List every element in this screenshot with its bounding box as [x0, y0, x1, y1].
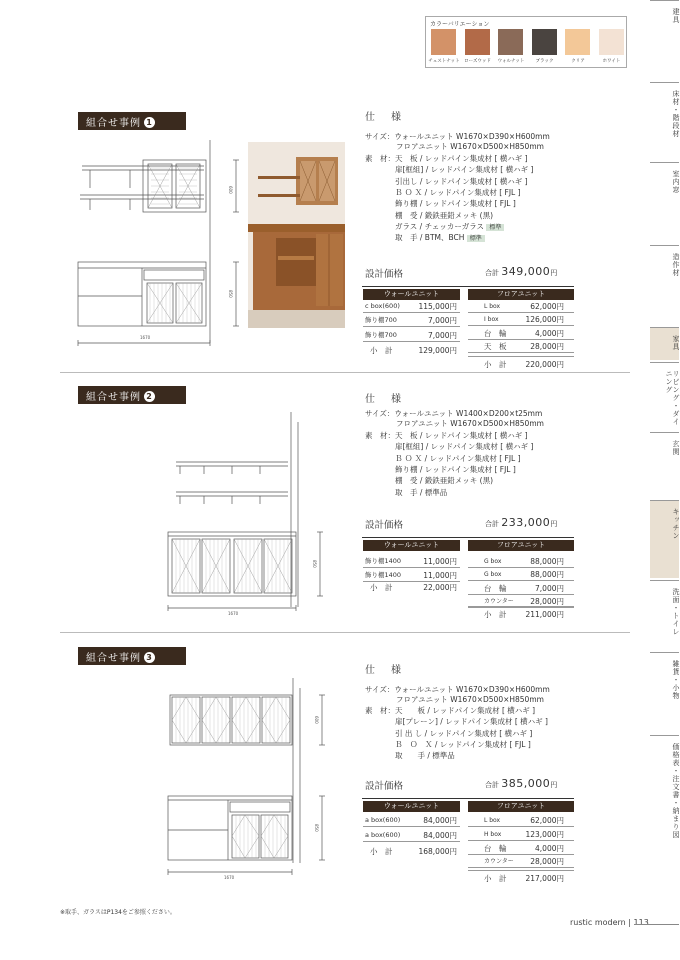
wall-subtotal-value: 168,000円	[418, 847, 457, 856]
row-rule	[468, 594, 574, 595]
floor-item-row	[484, 301, 564, 310]
side-tab[interactable]: 床材・階段材	[672, 90, 680, 138]
price-label: 設計価格	[365, 269, 404, 280]
section-heading-text: 組合せ事例	[86, 392, 141, 403]
section-heading-text: 組合せ事例	[86, 653, 141, 664]
dim-height-floor-3: 850	[314, 824, 319, 832]
wall-item-row	[365, 570, 457, 579]
floor-unit-header: フロアユニット	[468, 540, 574, 551]
wall-item-row	[365, 830, 457, 839]
floor-item-name: H box	[484, 830, 502, 838]
color-swatch-label: ウォルナット	[497, 59, 525, 64]
floor-item-row	[484, 583, 564, 594]
spec-material-text: 棚 受 / 鍛鉄亜鉛メッキ (黒)	[395, 210, 494, 220]
spec-material-line	[395, 739, 531, 750]
row-rule	[468, 607, 574, 608]
wall-item-row	[365, 315, 457, 324]
price-underline	[362, 537, 574, 538]
section-heading	[78, 386, 186, 404]
spec-material-line	[395, 210, 493, 221]
footnote: ※取手、ガラスはP134をご参照ください。	[60, 909, 176, 916]
spec-material-text: 取 手 / BTM、BCH	[395, 233, 465, 243]
wall-subtotal-label: 小 計	[370, 346, 393, 355]
side-tab-rule	[650, 327, 679, 328]
color-swatch-label: ローズウッド	[464, 59, 491, 64]
floor-item-name: 台 輪	[484, 583, 507, 593]
floor-item-name: カウンター	[484, 858, 514, 866]
wall-item-price: 11,000円	[423, 571, 457, 581]
wall-item-row	[365, 301, 457, 310]
wall-subtotal-label: 小 計	[370, 583, 393, 592]
spec-material-line	[395, 728, 532, 739]
spec-material-text: 飾り棚 / レッドパイン集成材 [ FJL ]	[395, 199, 516, 209]
row-rule	[468, 854, 574, 855]
floor-item-row	[484, 815, 564, 824]
standard-badge: 標準	[467, 235, 485, 242]
spec-size-line: フロアユニット W1670×D500×H850mm	[396, 142, 544, 151]
floor-item-name: G box	[484, 571, 502, 579]
side-tab-rule	[650, 0, 679, 1]
side-tab-rule	[650, 432, 679, 433]
color-swatch	[465, 29, 490, 55]
spec-material-text: 扉[框組] / レッドパイン集成材 [ 横ハギ ]	[395, 442, 534, 452]
folio-rule	[634, 924, 679, 925]
dim-width-2: 1670	[228, 611, 239, 616]
section-number: 3	[144, 652, 155, 663]
spec-material-line	[395, 475, 493, 486]
spec-material-line	[395, 187, 521, 198]
color-swatch	[532, 29, 557, 55]
floor-subtotal-row	[484, 873, 564, 884]
spec-material-text: 棚 受 / 鍛鉄亜鉛メッキ (黒)	[395, 476, 494, 486]
row-rule	[468, 840, 574, 841]
section-divider	[60, 632, 630, 633]
floor-item-name: 台 輪	[484, 843, 507, 853]
color-swatch-label: チェストナット	[428, 59, 460, 64]
wall-item-price: 7,000円	[428, 330, 457, 340]
color-swatch	[498, 29, 523, 55]
floor-subtotal-value: 217,000円	[525, 874, 564, 883]
side-tab[interactable]: 造作材	[672, 253, 680, 277]
total-amount: 385,000	[501, 777, 551, 790]
spec-title: 仕 様	[365, 112, 404, 123]
wall-subtotal-value: 129,000円	[418, 346, 457, 355]
floor-subtotal-row	[484, 609, 564, 620]
total-prefix: 合計	[485, 269, 499, 277]
floor-item-row	[484, 328, 564, 339]
spec-size-line: フロアユニット W1670×D500×H850mm	[396, 695, 544, 704]
row-rule	[363, 567, 460, 568]
side-tab[interactable]: 建具	[672, 8, 680, 24]
elevation-drawing-1	[70, 138, 250, 348]
side-tab-rule	[650, 245, 679, 246]
row-rule	[468, 356, 574, 357]
section-heading	[78, 647, 186, 665]
wall-item-row	[365, 815, 457, 824]
dim-width-3: 1670	[224, 875, 235, 880]
spec-material-line	[395, 198, 516, 209]
spec-material-text: 扉[框組] / レッドパイン集成材 [ 横ハギ ]	[395, 165, 534, 175]
total-price	[485, 777, 557, 790]
side-tab[interactable]: 洗面・トイレ	[672, 588, 680, 636]
side-tab-rule	[650, 735, 679, 736]
side-tab[interactable]: 雑貨・小物	[672, 660, 680, 700]
wall-item-name: c box(600)	[365, 302, 400, 310]
price-label: 設計価格	[365, 781, 404, 792]
color-variation-label: カラーバリエーション	[430, 21, 490, 28]
dim-width-1: 1670	[140, 335, 151, 340]
side-tab-rule	[650, 162, 679, 163]
wall-subtotal-row	[370, 846, 457, 857]
row-rule	[468, 352, 574, 353]
floor-item-price: 62,000円	[530, 816, 564, 825]
color-swatch-label: ホワイト	[602, 59, 621, 64]
floor-subtotal-row	[484, 359, 564, 370]
spec-material-line	[395, 441, 533, 452]
side-tab-rule	[650, 500, 679, 501]
spec-material-line	[395, 232, 485, 244]
side-tab-rule	[650, 82, 679, 83]
spec-material-text: Ｂ Ｏ Ｘ / レッドパイン集成材 [ FJL ]	[395, 739, 531, 749]
floor-item-price: 126,000円	[525, 315, 564, 325]
row-rule	[468, 580, 574, 581]
row-rule	[363, 326, 460, 327]
spec-material-text: Ｂ Ｏ Ｘ / レッドパイン集成材 [ FJL ]	[395, 187, 521, 197]
row-rule	[468, 606, 574, 607]
spec-material-text: Ｂ Ｏ Ｘ / レッドパイン集成材 [ FJL ]	[395, 453, 521, 463]
dim-height-wall-1: 600	[228, 186, 233, 194]
wall-item-name: a box(600)	[365, 830, 401, 839]
color-swatch-label: ブラック	[535, 59, 554, 64]
elevation-drawing-2	[120, 412, 330, 622]
spec-material-line	[395, 487, 447, 498]
wall-unit-header: ウォールユニット	[363, 540, 460, 551]
dim-height-wall-3: 600	[314, 716, 319, 724]
spec-material-line	[395, 716, 548, 727]
spec-size-line: サイズ：ウォールユニット W1670×D390×H600mm	[365, 685, 550, 694]
floor-item-price: 4,000円	[535, 328, 564, 338]
floor-item-price: 62,000円	[530, 302, 564, 311]
floor-item-price: 88,000円	[530, 570, 564, 580]
section-divider	[60, 372, 630, 373]
wall-item-row	[365, 556, 457, 565]
floor-item-row	[484, 856, 564, 865]
floor-subtotal-label: 小 計	[484, 610, 507, 619]
wall-item-name: a box(600)	[365, 816, 401, 824]
floor-subtotal-value: 220,000円	[525, 360, 564, 369]
wall-item-name: 飾り棚700	[365, 316, 397, 325]
spec-material-line	[365, 430, 528, 441]
spec-material-text: 扉[プレーン] / レッドパイン集成材 [ 横ハギ ]	[395, 717, 548, 727]
wall-subtotal-row	[370, 582, 457, 593]
floor-item-name: L box	[484, 817, 501, 824]
total-prefix: 合計	[485, 520, 499, 528]
side-tab-rule	[650, 580, 679, 581]
floor-item-row	[484, 314, 564, 323]
price-underline	[362, 286, 574, 287]
side-tab-rule	[650, 652, 679, 653]
wall-subtotal-value: 22,000円	[423, 583, 457, 592]
color-swatch-label: クリア	[571, 59, 585, 64]
side-tab[interactable]: キッチン	[650, 500, 679, 578]
spec-material-text: 素 材：天 板 / レッドパイン集成材 [ 横ハギ ]	[365, 154, 528, 163]
floor-item-name: 台 輪	[484, 328, 507, 338]
section-heading	[78, 112, 186, 130]
spec-material-line	[365, 153, 528, 164]
yen-unit: 円	[550, 520, 558, 528]
row-rule	[468, 867, 574, 868]
spec-size-line: フロアユニット W1670×D500×H850mm	[396, 419, 544, 428]
side-tab[interactable]: 室内窓	[672, 170, 680, 194]
floor-item-price: 7,000円	[535, 583, 564, 593]
floor-item-row	[484, 556, 564, 565]
side-tab[interactable]: リビング・ダイニング	[665, 370, 680, 426]
row-rule	[363, 341, 460, 342]
section-heading-text: 組合せ事例	[86, 118, 141, 129]
total-price	[485, 516, 557, 529]
standard-badge: 標準	[486, 224, 504, 231]
spec-material-text: ガラス / チェッカーガラス	[395, 221, 484, 231]
wall-item-price: 11,000円	[423, 557, 457, 566]
floor-item-name: 天 板	[484, 341, 507, 351]
row-rule	[468, 826, 574, 827]
spec-material-text: 取 手 / 標準品	[395, 487, 448, 497]
section-number: 2	[144, 391, 155, 402]
wall-subtotal-row	[370, 345, 457, 356]
floor-item-price: 4,000円	[535, 843, 564, 853]
wall-item-price: 84,000円	[423, 830, 457, 840]
total-amount: 349,000	[501, 265, 551, 278]
spec-size-line: サイズ：ウォールユニット W1670×D390×H600mm	[365, 132, 550, 141]
row-rule	[468, 325, 574, 326]
floor-item-name: G box	[484, 558, 502, 565]
floor-item-row	[484, 596, 564, 605]
total-prefix: 合計	[485, 781, 499, 789]
spec-material-text: 素 材：天 板 / レッドパイン集成材 [ 横ハギ ]	[365, 431, 528, 440]
wall-item-name: 飾り棚1400	[365, 557, 402, 565]
spec-material-text: 素 材：天 板 / レッドパイン集成材 [ 横ハギ ]	[365, 706, 536, 715]
page-folio: rustic modern | 113	[570, 918, 649, 927]
elevation-drawing-3	[150, 678, 335, 883]
row-rule	[363, 826, 460, 827]
color-variation-panel	[425, 16, 627, 68]
spec-material-line	[395, 176, 528, 187]
spec-size-line: サイズ：ウォールユニット W1400×D200×t25mm	[365, 409, 543, 418]
spec-material-line	[395, 453, 521, 464]
floor-item-row	[484, 569, 564, 578]
floor-item-price: 28,000円	[530, 857, 564, 867]
floor-item-row	[484, 341, 564, 352]
row-rule	[363, 312, 460, 313]
spec-material-line	[395, 164, 533, 175]
dim-height-floor-2: 850	[312, 560, 317, 568]
total-price	[485, 265, 557, 278]
color-swatch	[565, 29, 590, 55]
floor-item-price: 123,000円	[525, 829, 564, 839]
floor-item-name: カウンター	[484, 597, 514, 605]
dim-height-floor-1: 850	[228, 290, 233, 298]
spec-material-line	[365, 705, 535, 716]
section-number: 1	[144, 117, 155, 128]
floor-item-price: 28,000円	[530, 341, 564, 351]
row-rule	[468, 567, 574, 568]
total-amount: 233,000	[501, 516, 551, 529]
floor-subtotal-value: 211,000円	[525, 610, 564, 619]
spec-material-text: 引出し / レッドパイン集成材 [ 横ハギ ]	[395, 176, 528, 186]
spec-title: 仕 様	[365, 665, 404, 676]
spec-material-line	[395, 464, 516, 475]
wall-item-price: 115,000円	[418, 302, 457, 311]
spec-material-text: 飾り棚 / レッドパイン集成材 [ FJL ]	[395, 464, 516, 474]
side-tab[interactable]: 玄関	[672, 440, 680, 456]
wall-item-name: 飾り棚1400	[365, 571, 402, 580]
floor-item-price: 28,000円	[530, 596, 564, 606]
floor-item-name: L box	[484, 303, 501, 310]
spec-title: 仕 様	[365, 394, 404, 405]
wall-item-price: 7,000円	[428, 316, 457, 326]
spec-material-text: 引 出 し / レッドパイン集成材 [ 横ハギ ]	[395, 728, 533, 738]
color-swatch	[599, 29, 624, 55]
wall-item-name: 飾り棚700	[365, 330, 397, 339]
wall-subtotal-label: 小 計	[370, 847, 393, 856]
wall-unit-header: ウォールユニット	[363, 801, 460, 812]
row-rule	[468, 870, 574, 871]
floor-item-price: 88,000円	[530, 557, 564, 566]
side-tab[interactable]: 家具	[650, 327, 679, 360]
spec-material-text: 取 手 / 標準品	[395, 751, 455, 761]
side-tab[interactable]: 価格表・注文書・納まり図	[672, 743, 680, 839]
floor-item-name: I box	[484, 316, 499, 324]
row-rule	[468, 339, 574, 340]
floor-subtotal-label: 小 計	[484, 360, 507, 369]
floor-subtotal-label: 小 計	[484, 874, 507, 883]
side-tab-rule	[650, 362, 679, 363]
floor-item-row	[484, 829, 564, 838]
price-label: 設計価格	[365, 520, 404, 531]
row-rule	[363, 841, 460, 842]
wall-item-row	[365, 330, 457, 339]
furniture-photo	[248, 142, 345, 328]
price-underline	[362, 798, 574, 799]
row-rule	[468, 312, 574, 313]
floor-unit-header: フロアユニット	[468, 289, 574, 300]
yen-unit: 円	[550, 781, 558, 789]
floor-unit-header: フロアユニット	[468, 801, 574, 812]
floor-item-row	[484, 843, 564, 854]
yen-unit: 円	[550, 269, 558, 277]
wall-item-price: 84,000円	[423, 816, 457, 825]
color-swatch	[431, 29, 456, 55]
wall-unit-header: ウォールユニット	[363, 289, 460, 300]
spec-material-line	[395, 750, 455, 761]
